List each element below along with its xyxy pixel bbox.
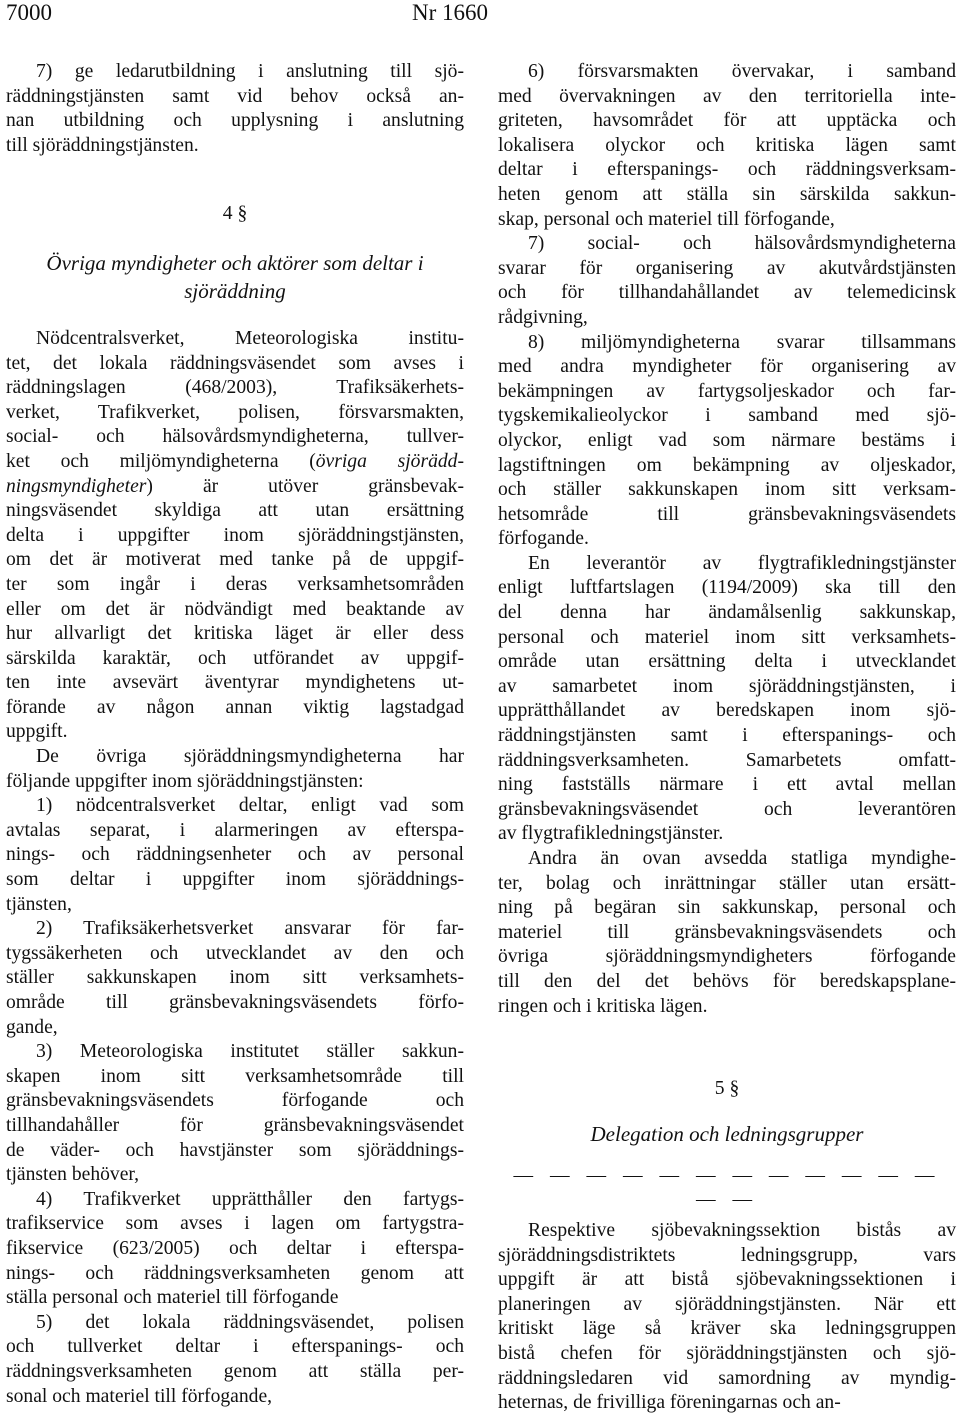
text-line: 3) Meteorologiska institutet ställer sakkun- xyxy=(36,1041,464,1063)
text-line: 5) det lokala räddningsväsendet, polisen xyxy=(36,1311,464,1333)
text-line: bekämpningen av fartygsoljeskador och far- xyxy=(498,380,956,402)
text-line: eller om det är nödvändigt med beaktande av xyxy=(6,598,464,620)
right-column xyxy=(498,60,956,1416)
text-line: En leverantör av flygtrafikledningstjänster xyxy=(528,552,956,574)
text-line: tygssäkerheten och utvecklandet av den och xyxy=(6,942,464,964)
list-item-4 xyxy=(6,1188,464,1311)
text-line: 4) Trafikverket upprätthåller den fartygs- xyxy=(36,1188,464,1210)
text-line: av samarbetet inom sjöräddningstjänsten, i xyxy=(498,675,956,697)
left-column xyxy=(6,60,464,1409)
text-line: och ställer sakkunskapen inom sitt verksam- xyxy=(498,479,956,501)
document-number: Nr 1660 xyxy=(412,0,489,25)
text-line: svarar för organisering av akutvårdstjänsten xyxy=(498,257,956,279)
text-line: De övriga sjöräddningsmyndigheterna har xyxy=(36,746,464,768)
text-line: 8) miljömyndigheterna svarar tillsammans xyxy=(528,331,956,353)
section-5-heading: 5 § xyxy=(714,1078,740,1100)
text-line: hur allvarligt det kritiska läget är eller dess xyxy=(6,623,464,645)
text-line: uppgift. xyxy=(6,721,68,743)
text-line: trafikservice som avses i lagen om fartygstra- xyxy=(6,1213,464,1235)
text-line: räddningsverksamheten. Samarbetets omfatt- xyxy=(498,749,956,771)
leverantor-paragraph xyxy=(498,552,956,847)
text-line: till den del det behövs för beredskapsplane- xyxy=(498,970,956,992)
text-line: ter som ingår i deras verksamhetsområden xyxy=(6,573,464,595)
text-line: 1) nödcentralsverket deltar, enligt vad som xyxy=(36,795,464,817)
text-line: sonal och materiel till förfogande, xyxy=(6,1385,273,1407)
text-line: ning fastställs närmare i ett avtal mellan xyxy=(498,774,956,796)
section-4-title xyxy=(6,249,464,305)
intro-paragraph xyxy=(6,60,464,158)
text-line: övriga sjöräddningsmyndigheters förfogande xyxy=(498,946,956,968)
text-line: uppgift är att bistå sjöbevakningssektionen i xyxy=(498,1269,956,1291)
text-line: Övriga myndigheter och aktörer som deltar i xyxy=(46,250,424,275)
list-item-1 xyxy=(6,794,464,917)
text-line: gande, xyxy=(6,1016,58,1038)
andra-paragraph xyxy=(498,847,956,1019)
text-line: verket, Trafikverket, polisen, försvarsmakten, xyxy=(6,401,464,423)
section-5-title: Delegation och ledningsgrupper xyxy=(590,1121,864,1146)
text-line: 7) ge ledarutbildning i anslutning till sjö- xyxy=(36,61,464,82)
text-line: personal och materiel inom sitt verksamhets- xyxy=(498,626,956,648)
text-line: 7) social- och hälsovårdsmyndigheterna xyxy=(528,233,956,255)
text-line: olyckor, enligt vad som närmare bestäms i xyxy=(498,429,956,451)
page-number: 7000 xyxy=(6,0,52,25)
text-line: ställa personal och materiel till förfogande xyxy=(6,1287,339,1309)
text-line: ning på begäran sin sakkunskap, personal och xyxy=(498,897,956,919)
list-item-8 xyxy=(498,331,956,552)
section-4-heading: 4 § xyxy=(222,203,248,225)
text-line: nings- och räddningsenheter och av personal xyxy=(6,844,464,866)
text-line: nings- och räddningsverksamheten genom att xyxy=(6,1262,464,1284)
text-line: skap, personal och materiel till förfogande, xyxy=(498,208,835,230)
main-paragraph-text-b xyxy=(6,476,464,743)
list-item-6 xyxy=(498,60,956,232)
main-paragraph-italic-2: ningsmyndigheter xyxy=(6,475,147,497)
text-line: hetsområde till gränsbevakningsväsendets xyxy=(498,503,956,525)
omission-dashes: — — — — — — — — — — — — — — xyxy=(513,1164,941,1211)
text-line: bistå chefen för sjöräddningstjänsten och sjö- xyxy=(498,1342,956,1364)
text-line: upprätthållandet av beredskapen inom sjö- xyxy=(498,700,956,722)
text-line: planeringen av sjöräddningstjänsten. När ett xyxy=(498,1293,956,1315)
text-line: ) är utöver gränsbevak- xyxy=(146,475,464,497)
text-line: heten genom att ställa sin särskilda sakkun- xyxy=(498,183,956,205)
text-line: 2) Trafiksäkerhetsverket ansvarar för far- xyxy=(36,918,464,940)
text-line: skapen inom sitt verksamhetsområde till xyxy=(6,1065,464,1087)
text-line: med övervakningen av den territoriella inte- xyxy=(498,85,956,107)
text-line: deltar i efterspanings- och räddningsverksam- xyxy=(498,159,956,181)
text-line: som deltar i uppgifter inom sjöräddnings- xyxy=(6,869,464,891)
text-line: gränsbevakningsväsendets förfogande och xyxy=(6,1090,464,1112)
text-line: heternas, de frivilliga föreningarnas och an- xyxy=(498,1392,841,1414)
main-paragraph-italic-1: övriga sjörädd- xyxy=(315,450,464,472)
text-line: enligt luftfartslagen (1194/2009) ska till den xyxy=(498,577,956,599)
text-line: ter, bolag och inrättningar ställer utan ersätt- xyxy=(498,872,956,894)
text-line: sjöräddning xyxy=(184,278,286,303)
text-line: räddningstjänsten samt vid behov också an- xyxy=(6,85,464,107)
text-line: rådgivning, xyxy=(498,306,588,328)
text-line: tygskemikalieolyckor i samband med sjö- xyxy=(498,405,956,427)
text-line: och för tillhandahållandet av telemedicinsk xyxy=(498,282,956,304)
text-line: sjöräddningsdistriktets ledningsgrupp, vars xyxy=(498,1244,956,1266)
text-line: särskilda karaktär, och utförandet av uppgif- xyxy=(6,647,464,669)
text-line: följande uppgifter inom sjöräddningstjänsten: xyxy=(6,770,364,792)
text-line: av flygtrafikledningstjänster. xyxy=(498,823,724,845)
text-line: område till gränsbevakningsväsendets förfo- xyxy=(6,992,464,1013)
text-line: kritiskt läge så kräver ska ledningsgruppen xyxy=(498,1318,956,1340)
text-line: de väder- och havstjänster som sjöräddnings- xyxy=(6,1139,464,1161)
list-item-3 xyxy=(6,1040,464,1188)
text-line: tjänsten behöver, xyxy=(6,1164,140,1186)
text-line: tjänsten, xyxy=(6,893,72,915)
text-line: område utan ersättning delta i utvecklandet xyxy=(498,651,956,673)
text-line: lagstiftningen om bekämpning av oljeskador, xyxy=(498,454,956,476)
text-line: ten inte avsevärt äventyrar myndighetens ut- xyxy=(6,672,464,694)
text-line: fikservice (623/2005) och deltar i efterspa- xyxy=(6,1237,464,1259)
text-line: Nödcentralsverket, Meteorologiska institu- xyxy=(36,327,464,349)
text-line: räddningsverksamheten genom att ställa per- xyxy=(6,1360,464,1382)
text-line: räddningstjänsten samt i efterspanings- och xyxy=(498,725,956,747)
text-line: räddningslagen (468/2003), Trafiksäkerhets- xyxy=(6,377,464,399)
text-line: till sjöräddningstjänsten. xyxy=(6,134,199,156)
text-line: ringen och i kritiska lägen. xyxy=(498,995,708,1017)
tasks-paragraph xyxy=(6,745,464,794)
list-item-7 xyxy=(498,232,956,330)
list-item-5 xyxy=(6,1311,464,1409)
respektive-paragraph xyxy=(498,1219,956,1416)
text-line: tillhandahåller för gränsbevakningsväsendet xyxy=(6,1114,464,1136)
text-line: nan utbildning och upplysning i anslutning xyxy=(6,110,464,132)
text-line: delta i uppgifter inom sjöräddningstjänsten, xyxy=(6,524,464,546)
text-line: förfogande. xyxy=(498,528,589,550)
text-line: tet, det lokala räddningsväsendet som avses i xyxy=(6,352,464,374)
text-line: räddningsledaren vid samordning av myndig- xyxy=(498,1367,956,1389)
text-line: materiel till gränsbevakningsväsendets och xyxy=(498,921,956,943)
text-line: lokalisera olyckor och kritiska lägen samt xyxy=(498,134,956,156)
text-line: social- och hälsovårdsmyndigheterna, tullver- xyxy=(6,426,464,448)
text-line: med andra myndigheter för organisering av xyxy=(498,356,956,378)
text-line: avtalas separat, i alarmeringen av efterspa- xyxy=(6,819,464,841)
list-item-2 xyxy=(6,917,464,1040)
text-line: förande av någon annan viktig lagstadgad xyxy=(6,696,464,718)
text-line: griteten, havsområdet för att upptäcka och xyxy=(498,110,956,132)
text-line: Respektive sjöbevakningssektion bistås av xyxy=(528,1219,956,1241)
text-line: Andra än ovan avsedda statliga myndighe- xyxy=(528,848,956,869)
text-line: del denna har ändamålsenlig sakkunskap, xyxy=(498,602,956,624)
text-line: 6) försvarsmakten övervakar, i samband xyxy=(528,61,956,82)
text-line: och tullverket deltar i efterspanings- och xyxy=(6,1336,464,1358)
text-line: gränsbevakningsväsendet och leverantören xyxy=(498,798,956,820)
main-paragraph xyxy=(6,327,464,745)
text-line: ställer sakkunskapen inom sitt verksamhets- xyxy=(6,967,464,989)
text-line: ningsväsendet skyldiga att utan ersättning xyxy=(6,500,464,522)
text-line: om det är motiverat med tanke på de uppgif- xyxy=(6,549,464,571)
text-line: ket och miljömyndigheterna ( xyxy=(6,450,316,472)
